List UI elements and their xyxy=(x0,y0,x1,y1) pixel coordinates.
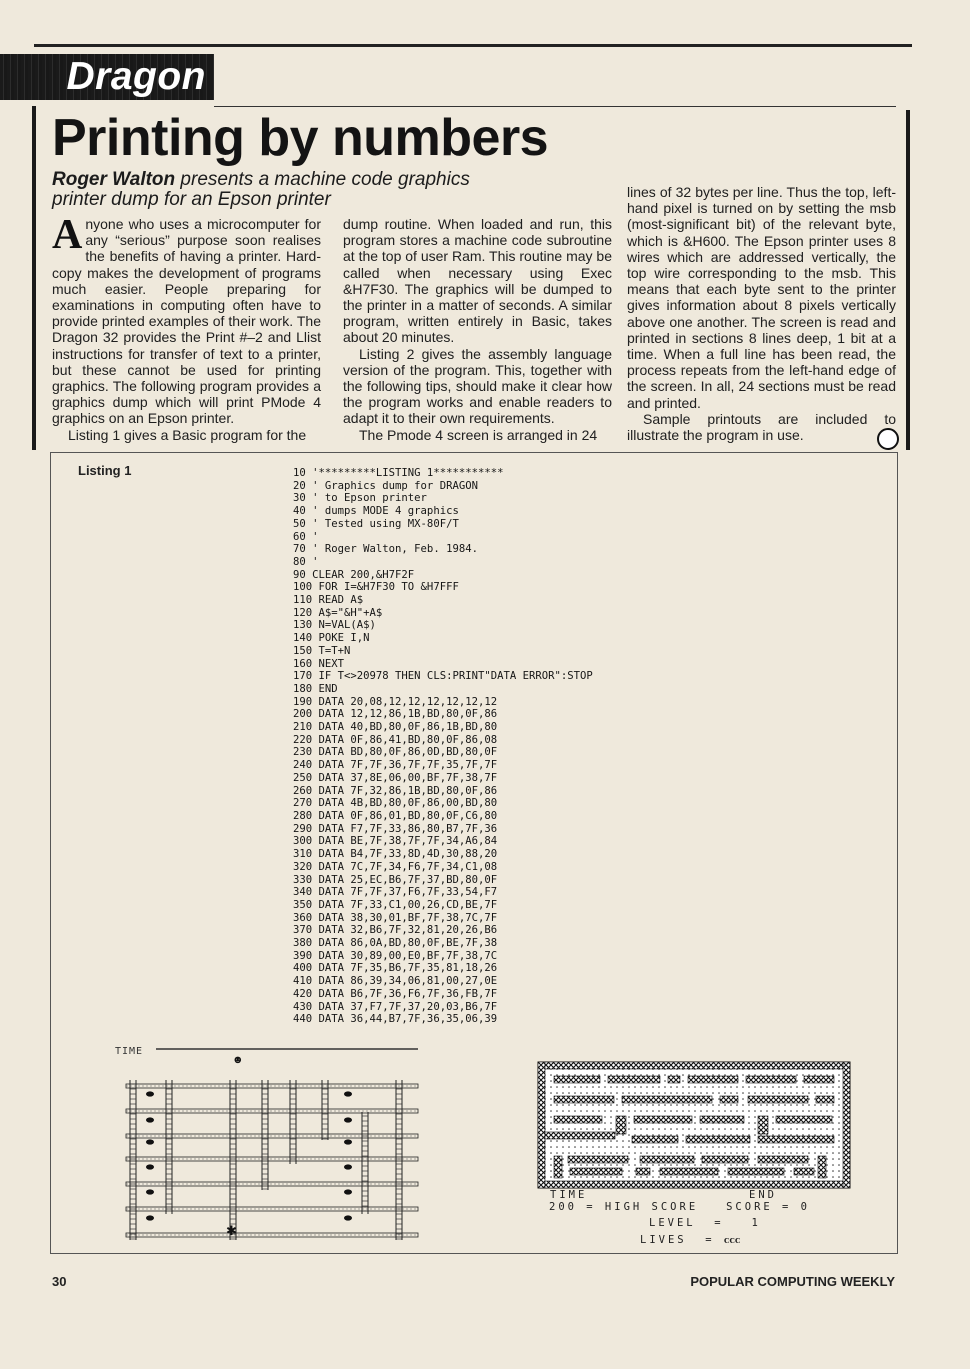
maze-wall xyxy=(758,1156,808,1163)
sample-printout-maze-game xyxy=(536,1060,852,1190)
paragraph: Listing 2 gives the assembly language version of the program. This, together with the following tips, should make it clear how the program works and enable readers to adapt it to their own requirements. xyxy=(343,345,612,427)
article-column-3 xyxy=(627,184,896,443)
article-column-1 xyxy=(52,212,321,443)
maze-wall xyxy=(636,1168,650,1175)
level-line: LEVEL = 1 xyxy=(649,1217,761,1229)
maze-wall xyxy=(538,1181,850,1188)
listing-label: Listing 1 xyxy=(78,463,132,478)
maze-wall xyxy=(746,1076,796,1083)
player-sprite-icon: ✱ xyxy=(226,1223,237,1238)
maze-wall xyxy=(728,1168,784,1175)
barrel-icon xyxy=(344,1117,352,1122)
top-rule xyxy=(34,44,912,47)
paragraph: Listing 1 gives a Basic program for the xyxy=(68,426,307,443)
maze-wall xyxy=(554,1076,600,1083)
paragraph: The Pmode 4 screen is arranged in 24 xyxy=(359,426,598,443)
maze-wall xyxy=(758,1116,768,1134)
paragraph: lines of 32 bytes per line. Thus the top, left-hand pixel is turned on by setting the msb (most-significant bit) of the relevant byte, which is &H600. The Epson printer uses 8 wires which are addressed vertically, the top wire corresponding to the msb. This means that each byte sent to the printer gives information about 8 pixels vertically above one another. The screen is read and printed in sections 8 lines deep, 1 bit at a time. When a full line has been read, the process repeats from the left-hand edge of the screen. In all, 24 sections must be read and printed. xyxy=(627,184,896,411)
barrel-icon xyxy=(146,1164,154,1169)
standfirst-text: presents a machine code graphics printer dump for an Epson printer xyxy=(52,169,470,210)
maze-wall xyxy=(538,1062,545,1188)
maze-wall xyxy=(554,1116,602,1123)
maze-wall xyxy=(634,1116,692,1123)
magazine-name: POPULAR COMPUTING WEEKLY xyxy=(690,1274,895,1289)
lives-line: LIVES = xyxy=(640,1234,724,1246)
barrel-icon xyxy=(146,1091,154,1096)
maze-wall xyxy=(688,1076,738,1083)
maze-wall xyxy=(608,1076,660,1083)
maze-wall xyxy=(700,1116,744,1123)
maze-wall xyxy=(720,1096,738,1103)
basic-listing: 10 '*********LISTING 1*********** 20 ' Graphics dump for DRAGON 30 ' to Epson printer 40 ' dumps MODE 4 graphics 50 ' Tested using MX-80F/T 60 ' 70 ' Roger Walton, Feb. 1984. 80 ' 90 CLEAR 200,&H7F2F 100 FOR I=&H7F30 TO &H7FFF 110 READ A$ 120 A$="&H"+A$ 130 N=VAL(A$) 140 POKE I,N 150 T=T+N 160 NEXT 170 IF T<>20978 THEN CLS:PRINT"DATA ERROR":STOP 180 END 190 DATA 20,08,12,12,12,12,12,12 200 DATA 12,12,86,1B,BD,80,0F,86 210 DATA 40,BD,80,0F,86,1B,BD,80 220 DATA 0F,86,41,BD,80,0F,86,08 230 DATA BD,80,0F,86,0D,BD,80,0F 240 DATA 7F,7F,36,7F,7F,35,7F,7F 250 DATA 37,8E,06,00,BF,7F,38,7F 260 DATA 7F,32,86,1B,BD,80,0F,86 270 DATA 4B,BD,80,0F,86,00,BD,80 280 DATA 0F,86,01,BD,80,0F,C6,80 290 DATA F7,7F,33,86,80,B7,7F,36 300 DATA BE,7F,38,7F,7F,34,A6,84 310 DATA B4,7F,33,8D,4D,30,88,20 320 DATA 7C,7F,34,F6,7F,34,C1,08 330 DATA 25,EC,B6,7F,37,BD,80,0F 340 DATA 7F,7F,37,F6,7F,33,54,F7 350 DATA 7F,33,C1,00,26,CD,BE,7F 360 DATA 38,30,01,BF,7F,38,7C,7F 370 DATA 32,B6,7F,32,81,20,26,B6 380 DATA 86,0A,BD,80,0F,BE,7F,38 390 DATA 30,89,00,E0,BF,7F,38,7C 400 DATA 7F,35,B6,7F,35,81,18,26 410 DATA 86,39,34,06,81,00,27,0E 420 DATA B6,7F,36,F6,7F,36,FB,7F 430 DATA 37,F7,7F,37,20,03,B6,7F 440 DATA 36,44,B7,7F,36,35,06,39 xyxy=(293,467,593,1026)
maze-wall xyxy=(794,1168,814,1175)
barrel-icon xyxy=(146,1215,154,1220)
maze-wall xyxy=(554,1096,614,1103)
maze-wall xyxy=(843,1062,850,1188)
section-tag xyxy=(0,54,214,100)
maze-wall xyxy=(816,1096,834,1103)
barrel-icon xyxy=(344,1189,352,1194)
left-column-bar xyxy=(32,106,36,450)
barrel-icon xyxy=(344,1164,352,1169)
maze-wall xyxy=(748,1096,808,1103)
barrel-icon xyxy=(146,1117,154,1122)
maze-wall xyxy=(686,1136,750,1143)
barrel-icon xyxy=(146,1139,154,1144)
barrel-icon xyxy=(344,1091,352,1096)
standfirst xyxy=(52,170,522,210)
maze-wall xyxy=(776,1116,832,1123)
platforms xyxy=(126,1084,418,1237)
maze-wall xyxy=(660,1168,718,1175)
maze-wall xyxy=(568,1156,628,1163)
paragraph: Sample printouts are included to illustrate the program in use. xyxy=(627,410,896,444)
paragraph-text: nyone who uses a microcomputer for any “serious” purpose soon realises the benefits of having a printer. Hard-copy makes the development of programs much easier. People preparing for examinations in computing often have to provide printed examples of their work. The Dragon 32 provides the Print #–2 and Llist instructions for transfer of text to a printer, but these cannot be used for printing graphics. The following program provides a graphics dump which will print PMode 4 graphics on an Epson printer. xyxy=(52,216,321,427)
section-label: Dragon xyxy=(66,55,206,98)
paragraph: dump routine. When loaded and run, this program stores a machine code subroutine at the top of user Ram. This routine may be called when necessary using Exec &H7F30. The graphics will be dumped to the printer in a matter of seconds. A similar program, written entirely in Basic, takes about 20 minutes. xyxy=(343,216,612,346)
time-label: TIME xyxy=(550,1189,588,1201)
maze-wall xyxy=(818,1156,826,1178)
maze-wall xyxy=(545,1132,615,1139)
maze-wall xyxy=(632,1136,678,1143)
barrel-icon xyxy=(146,1189,154,1194)
barrels xyxy=(146,1091,352,1220)
drop-cap: A xyxy=(52,212,83,258)
score-line: 200 = HIGH SCORE SCORE = 0 xyxy=(549,1201,811,1213)
maze-wall xyxy=(640,1156,694,1163)
lives-icons: ᴄᴄᴄ xyxy=(723,1234,741,1246)
enemy-sprite-icon: ☻ xyxy=(232,1054,244,1066)
barrel-icon xyxy=(344,1215,352,1220)
maze-wall xyxy=(538,1062,850,1069)
page-number: 30 xyxy=(52,1274,67,1289)
maze-wall xyxy=(758,1136,834,1143)
paragraph xyxy=(52,212,321,427)
lives-row xyxy=(640,1234,740,1246)
ladders xyxy=(130,1080,402,1240)
maze-wall xyxy=(622,1096,712,1103)
article-column-2 xyxy=(343,216,612,443)
sample-printout-platform-game xyxy=(112,1042,422,1244)
time-label: TIME xyxy=(115,1046,144,1057)
maze-wall xyxy=(804,1076,834,1083)
barrel-icon xyxy=(344,1139,352,1144)
header-rule xyxy=(214,106,896,107)
maze-wall xyxy=(616,1116,626,1134)
end-label: END xyxy=(749,1189,777,1201)
headline: Printing by numbers xyxy=(52,109,549,167)
right-column-bar xyxy=(906,110,910,450)
maze-wall xyxy=(554,1156,562,1178)
maze-wall xyxy=(668,1076,680,1083)
maze-wall xyxy=(702,1156,748,1163)
end-mark-icon xyxy=(877,428,899,450)
author-name: Roger Walton xyxy=(52,169,176,190)
maze-wall xyxy=(570,1168,622,1175)
